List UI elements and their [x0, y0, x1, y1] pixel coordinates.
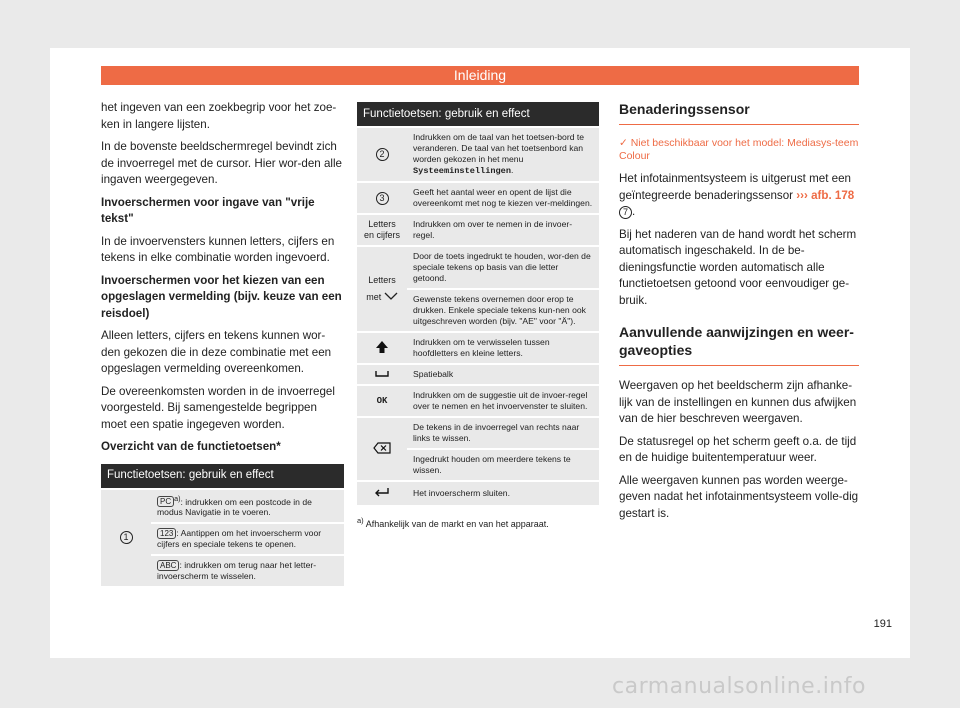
function-keys-table-1 — [101, 462, 344, 589]
pc-key: PC — [157, 496, 174, 507]
table-cell — [151, 490, 344, 523]
table-cell: De tekens in de invoerregel van rechts naar links te wissen. — [407, 418, 599, 448]
watermark: carmanualsonline.info — [612, 674, 866, 699]
function-keys-table-2 — [357, 100, 599, 507]
page-number: 191 — [873, 618, 892, 630]
table-cell: Indrukken om de suggestie uit de invoer-regel over te nemen en het invoervenster te sluiten. — [407, 386, 599, 416]
column-2 — [357, 100, 599, 533]
cell-text: : indrukken om terug naar het letter-invoerscherm te wisselen. — [157, 560, 317, 582]
section-header: Inleiding — [101, 66, 859, 85]
cell-text: : Aantippen om het invoerscherm voor cijfers en speciale tekens te openen. — [157, 528, 322, 550]
key-cell — [357, 183, 407, 213]
paragraph: Bij het naderen van de hand wordt het scherm automatisch ingeschakeld. In de be-dieningsfunctie worden automatisch alle functietoetsen getoond voor eenvoudiger ge-bruik. — [619, 227, 857, 307]
paragraph: Weergaven op het beeldscherm zijn afhanke-lijk van de instellingen en kunnen dus afwijken van de hier beschreven weergaven. — [619, 379, 857, 425]
text: Het infotainmentsysteem is uitgerust met een geïntegreerde benaderingssensor — [619, 172, 851, 202]
key-cell — [357, 418, 407, 480]
footnote-marker: a) — [174, 494, 181, 503]
paragraph: In de bovenste beeldschermregel bevindt zich de invoerregel met de cursor. Hier wor-den alle ingaven weergegeven. — [101, 140, 343, 186]
table-header: Functietoetsen: gebruik en effect — [101, 464, 344, 488]
key-label: met — [366, 292, 382, 302]
availability-note — [619, 137, 859, 163]
ok-key: OK — [376, 396, 388, 406]
section-heading: Aanvullende aanwijzingen en weer-gaveopties — [619, 323, 859, 366]
abc-key: ABC — [157, 560, 179, 571]
table-cell: Geeft het aantal weer en opent de lijst die overeenkomt met nog te kiezen ver-meldingen. — [407, 183, 599, 213]
callout-number: 2 — [376, 148, 389, 161]
callout-number: 7 — [619, 206, 632, 219]
key-cell — [101, 490, 151, 587]
key-cell — [357, 365, 407, 384]
key-cell — [357, 482, 407, 505]
paragraph: In de invoervensters kunnen letters, cijfers en tekens in elke combinatie worden ingevoerd. — [101, 234, 335, 264]
shift-arrow-icon — [375, 340, 389, 354]
table-cell: Door de toets ingedrukt te houden, wor-den de speciale tekens op basis van die letter getoond. — [407, 247, 599, 288]
table-cell: Het invoerscherm sluiten. — [407, 482, 599, 505]
key-cell — [357, 128, 407, 181]
key-cell — [357, 247, 407, 331]
space-bar-icon — [375, 369, 389, 377]
chevron-down-icon — [384, 292, 398, 300]
table-cell: Spatiebalk — [407, 365, 599, 384]
table-header: Functietoetsen: gebruik en effect — [357, 102, 599, 126]
menu-name: Systeeminstellingen — [413, 166, 511, 176]
paragraph: Alleen letters, cijfers en tekens kunnen wor-den gekozen die in deze combinatie met een opgeslagen vermelding overeenkomen. — [101, 329, 332, 375]
subheading: Invoerschermen voor ingave van "vrije tekst" — [101, 195, 315, 225]
figure-reference[interactable]: ››› afb. 178 — [796, 188, 855, 202]
callout-number: 3 — [376, 192, 389, 205]
close-keyboard-icon — [374, 486, 390, 498]
footnote — [357, 513, 599, 533]
paragraph: het ingeven van een zoekbegrip voor het zoe-ken in langere lijsten. — [101, 101, 337, 131]
column-1 — [101, 100, 344, 588]
section-heading: Benaderingssensor — [619, 100, 859, 125]
cell-text: . — [511, 165, 514, 175]
check-icon: ✓ — [619, 137, 631, 149]
paragraph: De overeenkomsten worden in de invoerregel voorgesteld. Bij samengestelde begrippen moet een spatie ingegeven worden. — [101, 384, 335, 431]
table-cell: Ingedrukt houden om meerdere tekens te wissen. — [407, 450, 599, 480]
cell-text: : indrukken om een postcode in de modus Navigatie in te voeren. — [157, 496, 312, 518]
callout-number: 1 — [120, 531, 133, 544]
footnote-text: Afhankelijk van de markt en van het apparaat. — [365, 519, 549, 529]
table-cell: Gewenste tekens overnemen door erop te drukken. Enkele speciale tekens kun-nen ook uitgeschreven worden (bijv. "AE" voor "Ä"). — [407, 290, 599, 331]
paragraph: Alle weergaven kunnen pas worden weerge-geven nadat het infotainmentsysteem volle-dig gestart is. — [619, 473, 859, 520]
key-cell — [357, 333, 407, 363]
table-cell — [151, 524, 344, 554]
key-cell: Letters en cijfers — [357, 215, 407, 245]
table-cell — [407, 128, 599, 181]
text: . — [632, 205, 636, 218]
table-cell: Indrukken om over te nemen in de invoer-regel. — [407, 215, 599, 245]
footnote-marker: a) — [357, 516, 364, 525]
cell-text: Indrukken om de taal van het toetsen-bord te veranderen. De taal van het toetsenbord kan worden gekozen in het menu — [413, 132, 585, 164]
table-cell — [151, 556, 344, 586]
backspace-icon — [373, 442, 391, 454]
key-label: Letters — [368, 275, 396, 285]
column-3 — [619, 100, 859, 528]
subheading: Invoerschermen voor het kiezen van een opgeslagen vermelding (bijv. keuze van een reisdoel) — [101, 273, 342, 320]
paragraph: De statusregel op het scherm geeft o.a. de tijd en de huidige buitentemperatuur weer. — [619, 434, 857, 464]
note-text: Niet beschikbaar voor het model: Mediasys-teem Colour — [619, 137, 859, 162]
numeric-key: 123 — [157, 528, 176, 539]
paragraph — [619, 171, 859, 221]
table-cell: Indrukken om te verwisselen tussen hoofdletters en kleine letters. — [407, 333, 599, 363]
subheading: Overzicht van de functietoetsen* — [101, 440, 281, 453]
key-cell — [357, 386, 407, 416]
